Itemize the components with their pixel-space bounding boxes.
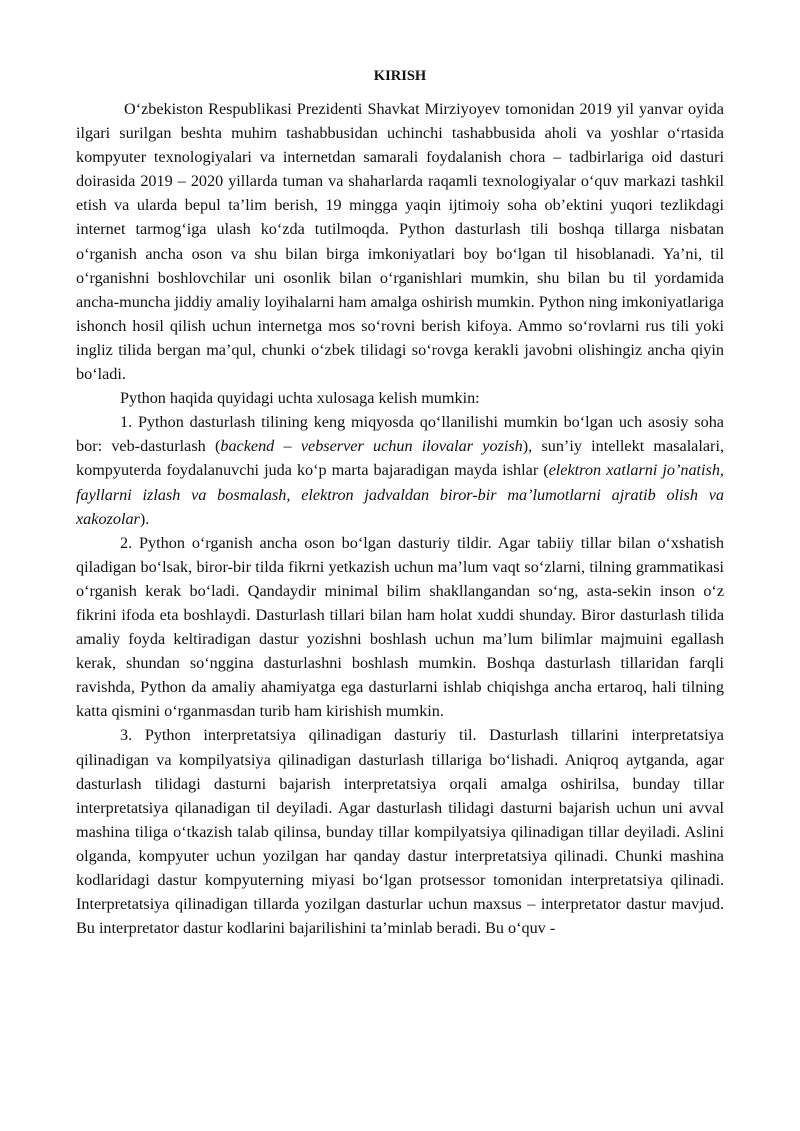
- point-1-text-b: ), sun’iy intellekt masalalari, kompyuterda foydalanuvchi juda ko‘p marta bajaradigan mayda ishlar (: [76, 437, 724, 480]
- point-2-paragraph: 2. Python o‘rganish ancha oson bo‘lgan dasturiy tildir. Agar tabiiy tillar bilan o‘xshatish qiladigan bo‘lsak, biror-bir tilda fikrni yetkazish uchun ma’lum vaqt so‘zlarni, tilning grammatikasi o‘rganish kerak bo‘ladi. Qandaydir minimal bilim shakllangandan so‘ng, asta-sekin inson o‘z fikrini ifoda eta boshlaydi. Dasturlash tillari bilan ham holat xuddi shunday. Biror dasturlash tilida amaliy foyda keltiradigan dastur yozishni boshlash uchun ma’lum bilimlar majmuini egallash kerak, shundan so‘nggina dasturlashni boshlash mumkin. Boshqa dasturlash tillaridan farqli ravishda, Python da amaliy ahamiyatga ega dasturlarni ishlab chiqishga ancha ertaroq, hali tilning katta qismini o‘rganmasdan turib ham kirishish mumkin.: [76, 533, 724, 721]
- point-1-text-c: ).: [139, 509, 150, 528]
- conclusions-intro-paragraph: Python haqida quyidagi uchta xulosaga kelish mumkin:: [120, 389, 480, 408]
- point-1-paragraph: [76, 410, 724, 530]
- point-1-italic-a: backend – vebserver uchun ilovalar yozish: [220, 437, 523, 456]
- section-heading: KIRISH: [373, 68, 427, 84]
- point-1-italic-b: elektron xatlarni jo’natish, fayllarni izlash va bosmalash, elektron jadvaldan biror-bir ma’lumotlarni ajratib olish va xakozolar: [76, 461, 724, 528]
- document-page: [76, 66, 724, 940]
- point-1-text-a: 1. Python dasturlash tilining keng miqyosda qo‘llanilishi mumkin bo‘lgan uch asosiy soha bor: veb-dasturlash (: [76, 413, 724, 456]
- intro-paragraph: O‘zbekiston Respublikasi Prezidenti Shavkat Mirziyoyev tomonidan 2019 yil yanvar oyida ilgari surilgan beshta muhim tashabbusidan uchinchi tashabbusida aholi va yoshlar o‘rtasida kompyuter texnologiyalari va internetdan samarali foydalanish chora – tadbirlariga oid dasturi doirasida 2019 – 2020 yillarda tuman va shaharlarda raqamli texnologiyalar o‘quv markazi tashkil etish va ularda bepul ta’lim berish, 19 mingga yaqin ijtimoiy soha ob’ektini yuqori tezlikdagi internet tarmog‘iga ulash ko‘zda tutilmoqda. Python dasturlash tili boshqa tillarga nisbatan o‘rganish ancha oson va shu bilan birga imkoniyatlari boy bo‘lgan til hisoblanadi. Ya’ni, til o‘rganishni boshlovchilar uni osonlik bilan o‘rganishlari mumkin, shu bilan bu til yordamida ancha-muncha jiddiy amaliy loyihalarni ham amalga oshirish mumkin. Python ning imkoniyatlariga ishonch hosil qilish uchun internetga mos so‘rovni berish kifoya. Ammo so‘rovlarni rus tili yoki ingliz tilida bergan ma’qul, chunki o‘zbek tilidagi so‘rovga kerakli javobni olishingiz ancha qiyin bo‘ladi.: [76, 100, 724, 384]
- point-3-paragraph: 3. Python interpretatsiya qilinadigan dasturiy til. Dasturlash tillarini interpretatsiya qilinadigan va kompilyatsiya qilinadigan dasturlash tillariga bo‘lishadi. Aniqroq aytganda, agar dasturlash tilidagi dasturni bajarish interpretatsiya orqali amalga oshirilsa, bunday tillar interpretatsiya qilanadigan til deyiladi. Agar dasturlash tilidagi dasturni bajarish uchun uni avval mashina tiliga o‘tkazish talab qilinsa, bunday tillar kompilyatsiya qilinadigan tillar deyiladi. Aslini olganda, kompyuter uchun yozilgan har qanday dastur interpretatsiya qilinadi. Chunki mashina kodlaridagi dastur kompyuterning miyasi bo‘lgan protsessor tomonidan interpretatsiya qilinadi. Interpretatsiya qilinadigan tillarda yozilgan dasturlar uchun maxsus – interpretator dastur mavjud. Bu interpretator dastur kodlarini bajarilishini ta’minlab beradi. Bu o‘quv -: [76, 726, 724, 938]
